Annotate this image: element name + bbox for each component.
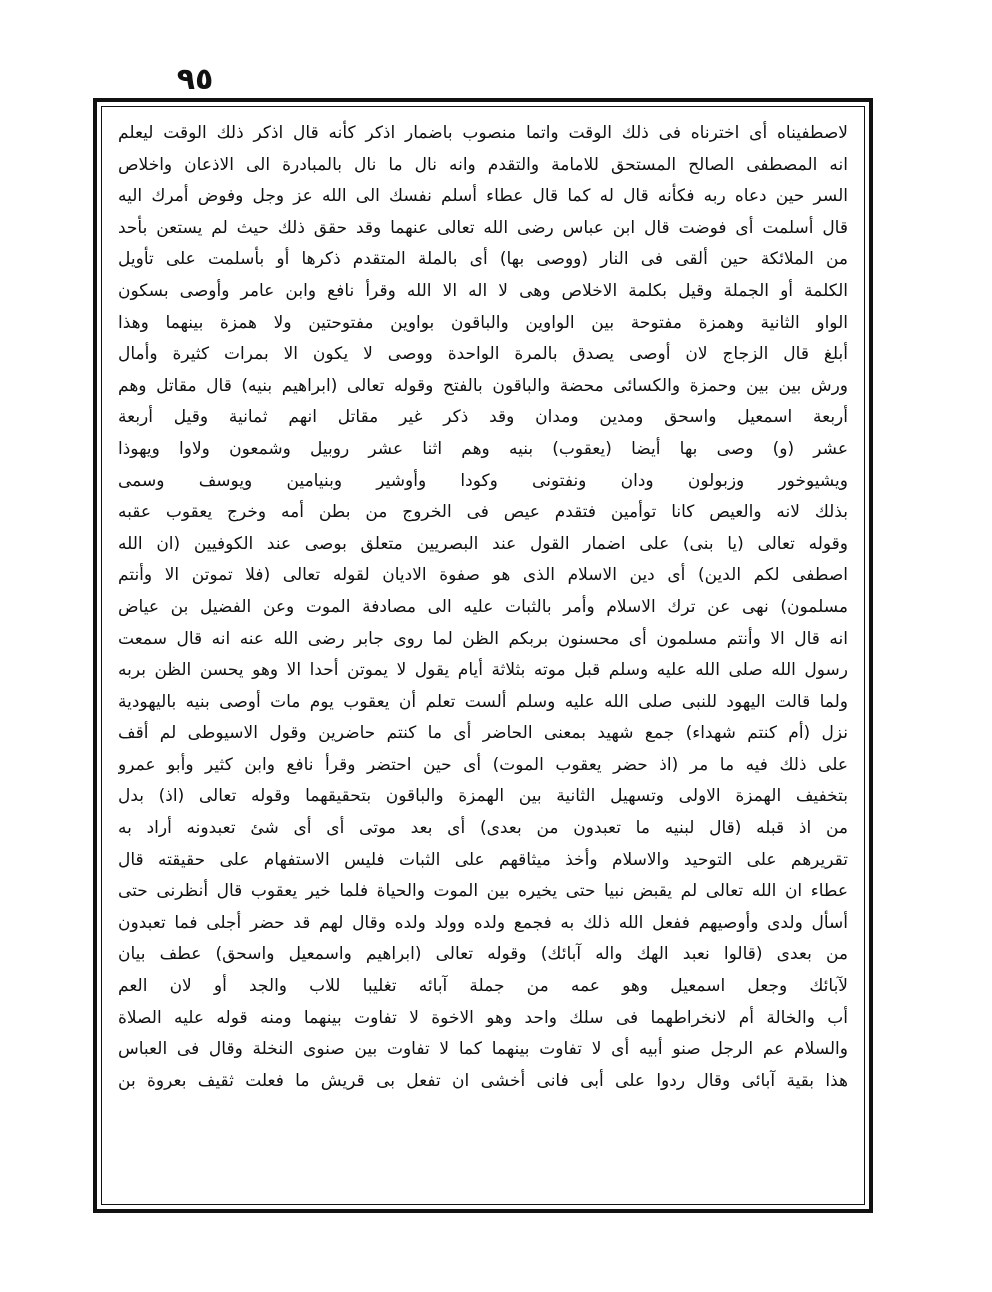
text-line: الكلمة أو الجملة وقيل بكلمة الاخلاص وهى لا اله الا الله وقرأ نافع وابن عامر وأوصى بسكون (118, 280, 848, 301)
text-line: مسلمون) نهى عن ترك الاسلام وأمر بالثبات عليه الى مصادفة الموت وعن الفضيل بن عياض (118, 596, 848, 617)
text-line: هذا بقية آبائى وقال ردوا على أبى فانى أخشى ان تفعل بى قريش ما فعلت ثقيف بعروة بن (118, 1070, 848, 1091)
text-line: السر حين دعاه ربه فكأنه قال له كما قال عطاء أسلم نفسك الى الله عز وجل وفوض أمرك اليه (118, 186, 848, 207)
text-line: وقوله تعالى (يا بنى) على اضمار القول عند البصريين متعلق بوصى عند الكوفيين (ان الله (118, 533, 848, 554)
text-line: ورش بين بين وحمزة والكسائى محضة والباقون بالفتح وقوله تعالى (ابراهيم بنيه) قال مقاتل وهم (118, 375, 848, 396)
text-line: بذلك لانه والعيص كانا توأمين فتقدم عيص فى الخروج من بطن أمه وخرج يعقوب عقبه (118, 502, 848, 523)
text-line: من الملائكة حين ألقى فى النار (ووصى بها) أى بالملة المتقدم ذكرها أو بأسلمت على تأويل (118, 249, 848, 270)
text-line: ويشيوخور وزبولون ودان ونفتونى وكودا وأوشير وبنيامين ويوسف وسمى (118, 470, 848, 491)
text-line: من اذ قبله (قال لبنيه ما تعبدون من بعدى) أى بعد موتى أى أى شئ تعبدونه أراد به (118, 818, 848, 839)
text-line: الواو الثانية وهمزة مفتوحة بين الواوين والباقون بواوين مفتوحتين ولا همزة بينهما وهذا (118, 312, 848, 333)
text-line: على ذلك فيه ما مر (اذ حضر يعقوب الموت) أى حين احتضر وقرأ نافع وابن كثير وأبو عمرو (118, 754, 848, 775)
text-line: بتخفيف الهمزة الاولى وتسهيل الثانية بين الهمزة والباقون بتحقيقهما وقوله تعالى (اذ) بدل (118, 786, 848, 807)
page-number: ٩٥ (176, 62, 214, 97)
body-text (118, 118, 848, 1203)
text-line: عشر (و) وصى بها أيضا (يعقوب) بنيه وهم اثنا عشر روبيل وشمعون ولاوا ويهوذا (118, 438, 848, 459)
text-line: انه قال الا وأنتم مسلمون أى محسنون بربكم الظن لما روى جابر رضى الله عنه انه قال سمعت (118, 628, 848, 649)
text-line: تقريرهم على التوحيد والاسلام وأخذ ميثاقهم على الثبات فليس الاستفهام على حقيقته قال (118, 849, 848, 870)
text-line: قال أسلمت أى فوضت قال ابن عباس رضى الله تعالى عنهما وقد حقق ذلك حيث لم يستعن بأحد (118, 217, 848, 238)
text-line: رسول الله صلى الله عليه وسلم قبل موته بثلاثة أيام يقول لا يموتن أحدا الا وهو يحسن الظن بربه (118, 660, 848, 681)
text-line: لآبائك وجعل اسمعيل وهو عمه من جملة آبائه تغليبا للاب والجد أو لان العم (118, 976, 848, 997)
text-line: والسلام عم الرجل صنو أبيه أى لا تفاوت بينهما كما لا تفاوت بين صنوى النخلة وقال فى العباس (118, 1039, 848, 1060)
text-line: لاصطفيناه أى اخترناه فى ذلك الوقت واتما منصوب باضمار اذكر كأنه قال اذكر ذلك الوقت ليعلم (118, 123, 848, 143)
text-line: أسأل ولدى وأوصيهم ففعل الله ذلك به فجمع ولده وولد ولده وقال لهم قد حضر أجلى فما تعبدون (118, 912, 848, 933)
text-line: نزل (أم كنتم شهداء) جمع شهيد بمعنى الحاضر أى ما كنتم حاضرين وقول الاسيوطى لم أقف (118, 723, 848, 744)
text-line: من بعدى (قالوا نعبد الهك واله آبائك) وقوله تعالى (ابراهيم واسمعيل واسحق) عطف بيان (118, 944, 848, 965)
text-line: أربعة اسمعيل واسحق ومدين ومدان وقد ذكر غير مقاتل انهم ثمانية وقيل أربعة (118, 407, 848, 428)
text-line: اصطفى لكم الدين) أى دين الاسلام الذى هو صفوة الاديان لقوله تعالى (فلا تموتن الا وأنتم (118, 565, 848, 586)
text-line: أب والخالة أم لانخراطهما فى سلك واحد وهو الاخوة لا تفاوت بينهما ومنه قوله عليه الصلاة (118, 1007, 848, 1028)
text-line: أبلغ قال الزجاج لان أوصى يصدق بالمرة الواحدة ووصى لا يكون الا بمرات كثيرة وأمال (118, 344, 848, 365)
text-line: ولما قالت اليهود للنبى صلى الله عليه وسلم ألست تعلم أن يعقوب يوم مات أوصى بنيه باليهودية (118, 691, 848, 712)
text-line: انه المصطفى الصالح المستحق للامامة والتقدم وانه نال ما نال بالمبادرة الى الاذعان واخلاص (118, 154, 848, 175)
text-line: عطاء ان الله تعالى لم يقبض نبيا حتى يخيره بين الموت والحياة فلما خير يعقوب قال أنظرنى حتى (118, 881, 848, 902)
